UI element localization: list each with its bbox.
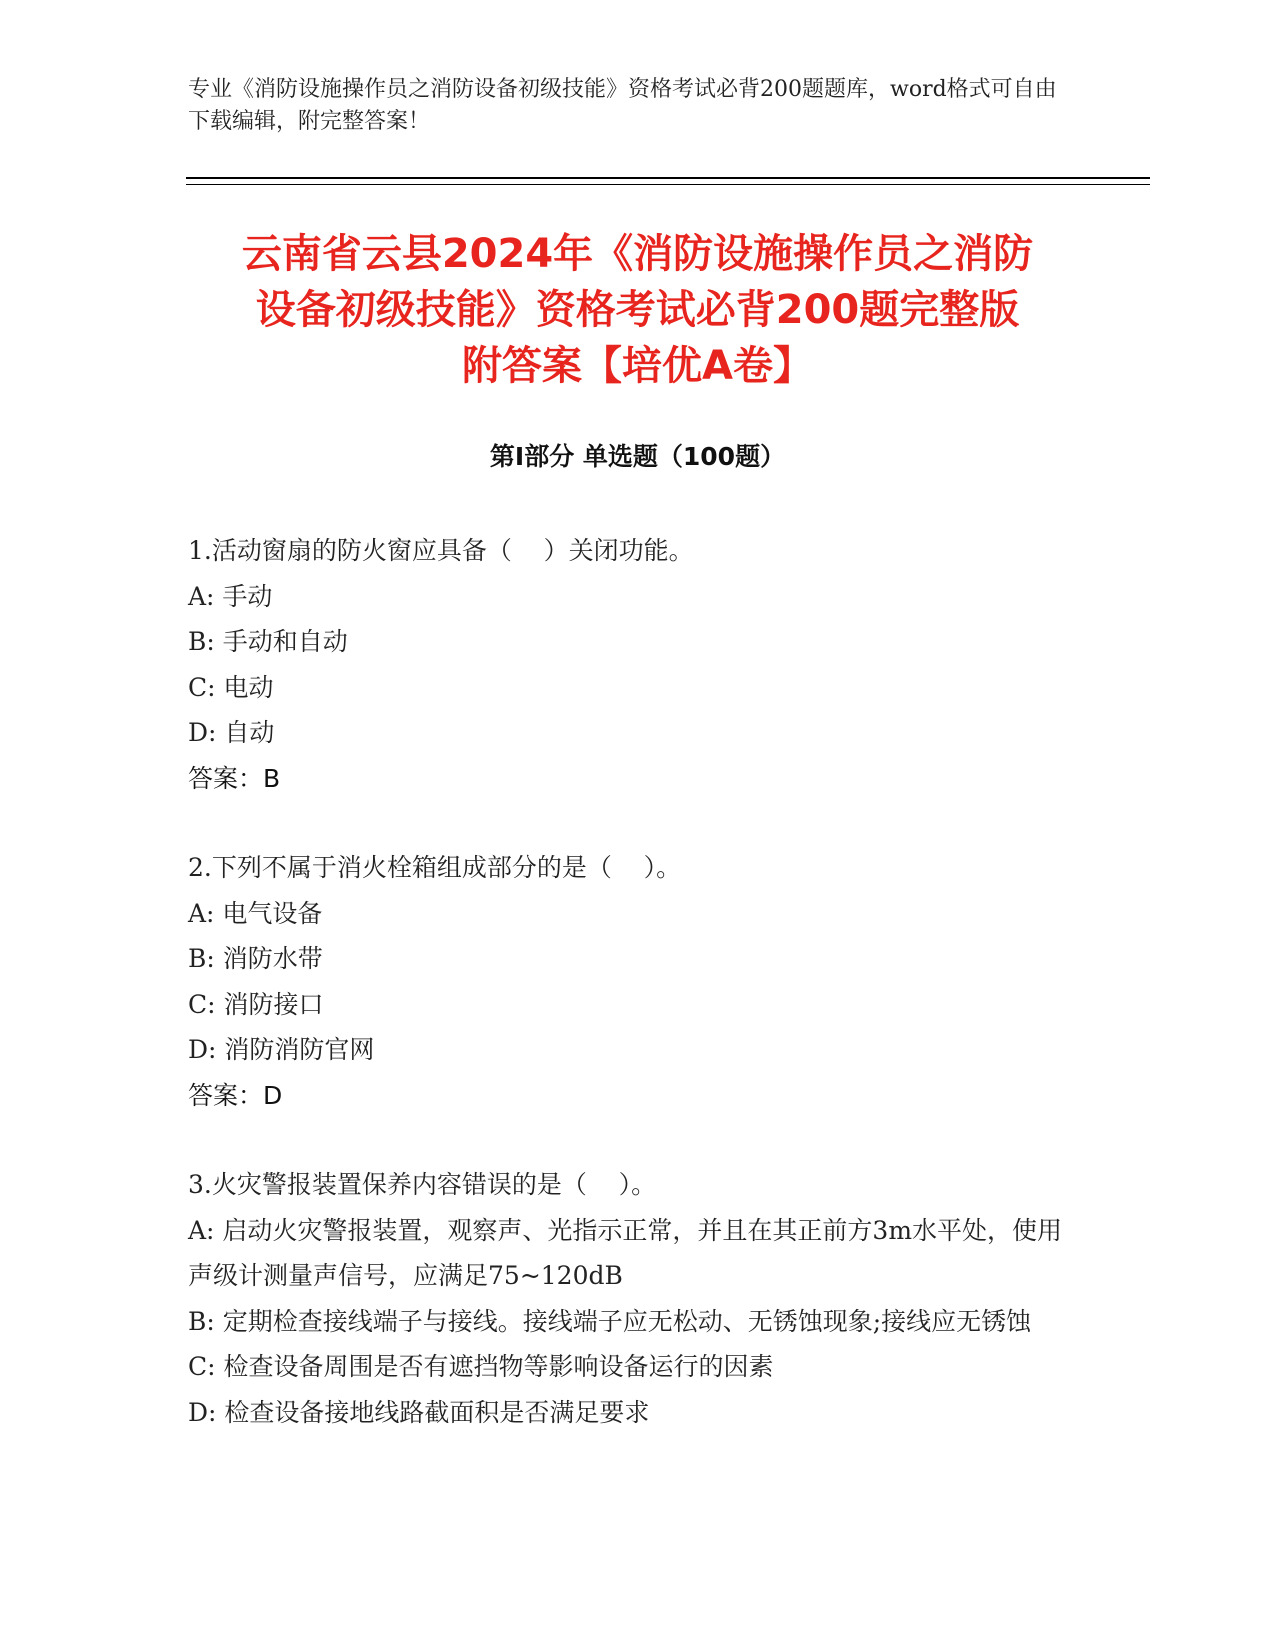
question-list: [188, 528, 1068, 1479]
option-c: C: 消防接口: [188, 989, 324, 1019]
section-title: 第Ⅰ部分 单选题（100题）: [489, 442, 786, 471]
title-line-2: 设备初级技能》资格考试必背200题完整版: [255, 287, 1020, 333]
question-stem: 3.火灾警报装置保养内容错误的是（ ）。: [188, 1170, 657, 1199]
question-3: [188, 1162, 1068, 1435]
option-b: B: 定期检查接线端子与接线。接线端子应无松动、无锈蚀现象;接线应无锈蚀: [188, 1306, 1032, 1336]
option-a: A: 电气设备: [188, 898, 323, 928]
option-a: A: 手动: [188, 581, 273, 611]
question-stem: 2.下列不属于消火栓箱组成部分的是（ ）。: [188, 853, 682, 882]
option-c: C: 检查设备周围是否有遮挡物等影响设备运行的因素: [188, 1352, 774, 1381]
header-divider-thick: [186, 177, 1150, 179]
header-divider-thin: [186, 184, 1150, 185]
question-2: [188, 845, 1068, 1118]
option-a: A: 启动火灾警报装置，观察声、光指示正常，并且在其正前方3m水平处，使用声级计测量声信号，应满足75~120dB: [188, 1215, 1063, 1290]
answer-label: 答案：D: [188, 1080, 283, 1110]
title-line-3: 附答案【培优A卷】: [462, 343, 813, 389]
answer-label: 答案：B: [188, 763, 281, 793]
option-b: B: 手动和自动: [188, 627, 348, 656]
question-1: [188, 528, 1068, 801]
title-line-1: 云南省云县2024年《消防设施操作员之消防: [241, 231, 1034, 277]
option-c: C: 电动: [188, 672, 274, 702]
option-d: D: 消防消防官网: [188, 1035, 375, 1064]
header-note: 专业《消防设施操作员之消防设备初级技能》资格考试必背200题题库，word格式可自由下载编辑，附完整答案！: [188, 77, 1057, 134]
document-title: [160, 226, 1115, 394]
question-stem: 1.活动窗扇的防火窗应具备（ ）关闭功能。: [188, 536, 694, 565]
option-b: B: 消防水带: [188, 944, 323, 973]
option-d: D: 自动: [188, 718, 275, 747]
option-d: D: 检查设备接地线路截面积是否满足要求: [188, 1397, 650, 1427]
